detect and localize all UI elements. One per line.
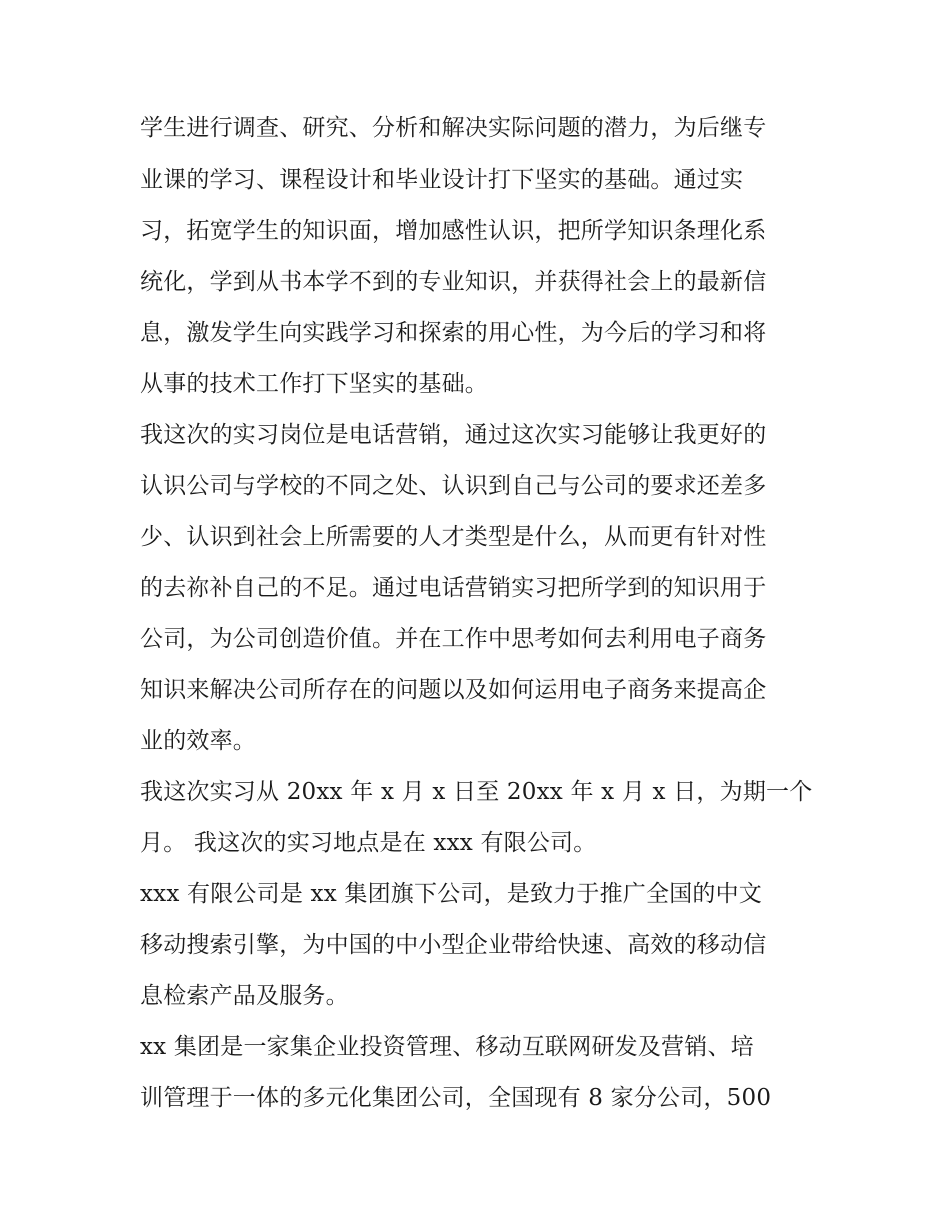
text-line: 学生进行调查、研究、分析和解决实际问题的潜力，为后继专: [140, 115, 767, 141]
text-line: 业的效率。: [140, 728, 256, 754]
text-line: 我这次的实习岗位是电话营销，通过这次实习能够让我更好的: [140, 422, 767, 448]
text-line: xx 集团是一家集企业投资管理、移动互联网研发及营销、培: [140, 1034, 754, 1060]
text-line: 息，激发学生向实践学习和探索的用心性，为今后的学习和将: [140, 320, 767, 346]
text-line: 认识公司与学校的不同之处、认识到自己与公司的要求还差多: [140, 473, 767, 499]
text-line: 我这次实习从 20xx 年 x 月 x 日至 20xx 年 x 月 x 日，为期一个: [140, 779, 813, 805]
text-line: 习，拓宽学生的知识面，增加感性认识，把所学知识条理化系: [140, 218, 767, 244]
text-line: 息检索产品及服务。: [140, 983, 349, 1009]
text-line: xxx 有限公司是 xx 集团旗下公司，是致力于推广全国的中文: [140, 881, 762, 907]
text-line: 移动搜索引擎，为中国的中小型企业带给快速、高效的移动信: [140, 932, 767, 958]
text-line: 统化，学到从书本学不到的专业知识，并获得社会上的最新信: [140, 269, 767, 295]
text-line: 业课的学习、课程设计和毕业设计打下坚实的基础。通过实: [140, 167, 744, 193]
text-line: 的去祢补自己的不足。通过电话营销实习把所学到的知识用于: [140, 575, 767, 601]
text-line: 从事的技术工作打下坚实的基础。: [140, 371, 488, 397]
text-line: 月。 我这次的实习地点是在 xxx 有限公司。: [140, 830, 597, 856]
text-line: 训管理于一体的多元化集团公司，全国现有 8 家分公司，500: [140, 1085, 772, 1111]
text-line: 知识来解决公司所存在的问题以及如何运用电子商务来提高企: [140, 677, 767, 703]
text-line: 少、认识到社会上所需要的人才类型是什么，从而更有针对性: [140, 524, 767, 550]
text-line: 公司，为公司创造价值。并在工作中思考如何去利用电子商务: [140, 626, 767, 652]
